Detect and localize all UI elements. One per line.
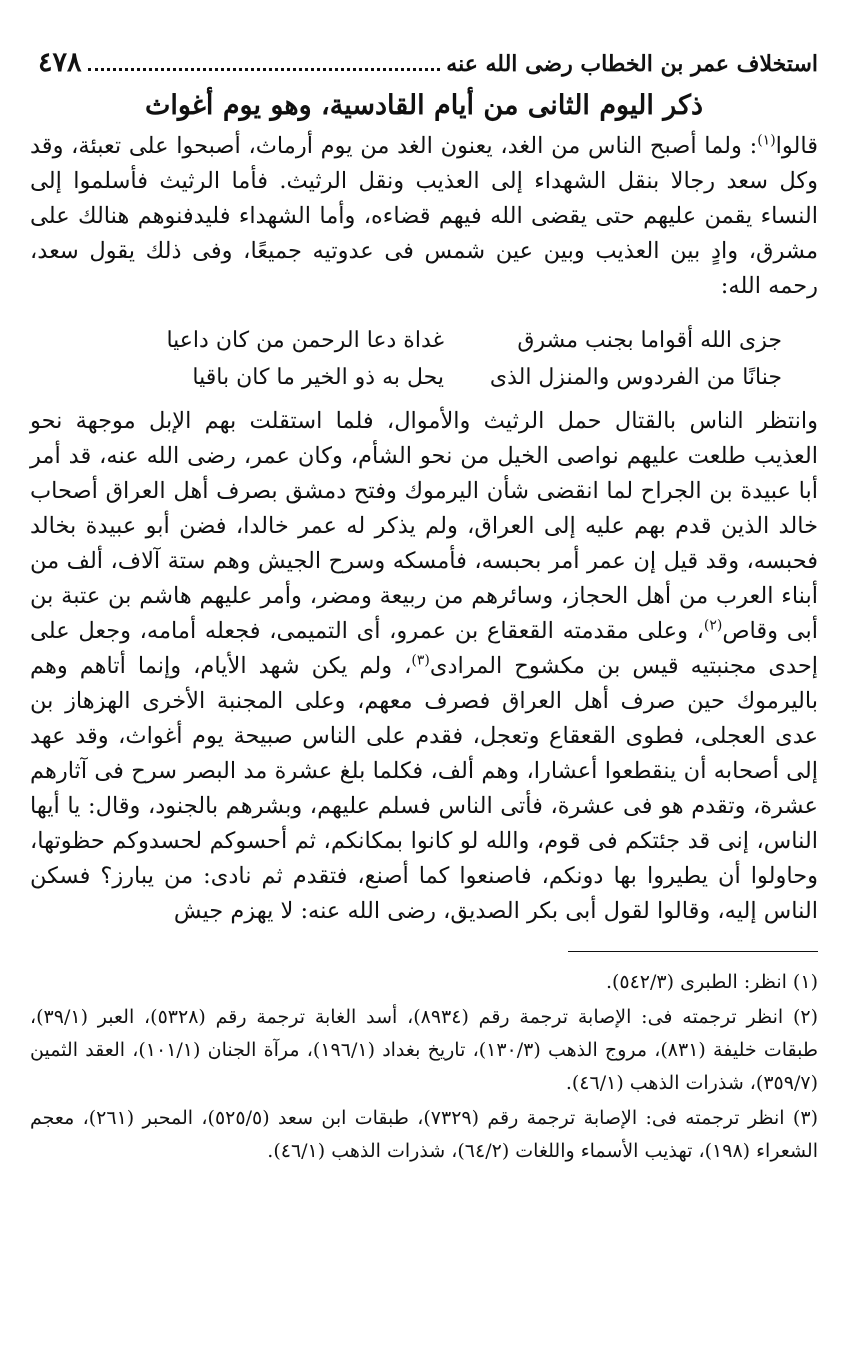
footnote-ref-1: (١) bbox=[757, 132, 776, 149]
page-number: ٤٧٨ bbox=[38, 47, 82, 78]
footnotes bbox=[30, 966, 818, 1168]
poem-hemistich-first: جزى الله أقواما بجنب مشرق bbox=[517, 328, 782, 353]
paragraph-1 bbox=[30, 129, 818, 304]
poem bbox=[30, 322, 818, 396]
poem-verse bbox=[30, 322, 818, 359]
footnote-3: (٣) انظر ترجمته فى: الإصابة ترجمة رقم (٧٣٢٩)، طبقات ابن سعد (٥٢٥/٥)، المحبر (٢٦١)، معجم الشعراء (١٩٨)، تهذيب الأسماء واللغات (٦٤/٢)، شذرات الذهب (٤٦/١). bbox=[30, 1107, 818, 1162]
poem-verse bbox=[30, 359, 818, 396]
poem-hemistich-first: جنانًا من الفردوس والمنزل الذى bbox=[489, 365, 782, 390]
footnote-2: (٢) انظر ترجمته فى: الإصابة ترجمة رقم (٨٩٣٤)، أسد الغابة ترجمة رقم (٥٣٢٨)، العبر (٣٩/١)، طبقات خليفة (٨٣١)، مروج الذهب (١٣٠/٣)، تاريخ بغداد (١٩٦/١)، مرآة الجنان (١٠١/١)، العقد الثمين (٣٥٩/٧)، شذرات الذهب (٤٦/١). bbox=[30, 1006, 818, 1094]
poem-hemistich-second: يحل به ذو الخير ما كان باقيا bbox=[192, 365, 444, 390]
header-dot-leader bbox=[88, 68, 441, 71]
paragraph-2 bbox=[30, 404, 818, 929]
chapter-title: ذكر اليوم الثانى من أيام القادسية، وهو يوم أغواث bbox=[144, 90, 704, 121]
paragraph-2-text-c: ، ولم يكن شهد الأيام، وإنما أتاهم وهم باليرموك حين صرف أهل العراق فصرف معهم، وعلى المجنبة الأخرى الهزهاز بن عدى العجلى، فطوى القعقاع وتعجل، فقدم على الناس صبيحة يوم أغواث، وقد عهد إلى أصحابه أن ينقطعوا أعشارا، وهم ألف، فكلما بلغ عشرة مد البصر سرح فى آثارهم عشرة، وتقدم هو فى عشرة، فأتى الناس فسلم عليهم، وبشرهم بالجنود، وقال: يا أيها الناس، إنى قد جئتكم فى قوم، والله لو كانوا بمكانكم، ثم أحسوكم لحسدوكم حظوتها، وحاولوا أن يطيروا بها دونكم، فاصنعوا كما أصنع، فتقدم ثم نادى: من يبارز؟ فسكن الناس إليه، وقالوا لقول أبى بكر الصديق، رضى الله عنه: لا يهزم جيش bbox=[30, 653, 818, 924]
paragraph-1-text: : ولما أصبح الناس من الغد، يعنون الغد من يوم أرماث، أصبحوا على تعبئة، وقد وكل سعد رجالا بنقل الشهداء إلى العذيب ونقل الرثيث. فأما الرثيث فأسلموا إلى النساء يقمن عليهم حتى يقضى الله فيهم قضاءه، وأما الشهداء فليدفنوهم هنالك على مشرق، وادٍ بين العذيب وبين عين شمس فى عدوتيه جميعًا، وفى ذلك يقول سعد، رحمه الله: bbox=[30, 133, 818, 299]
footnote-separator bbox=[568, 951, 818, 952]
poem-hemistich-second: غداة دعا الرحمن من كان داعيا bbox=[166, 328, 444, 353]
book-page bbox=[30, 46, 818, 1364]
running-title: استخلاف عمر بن الخطاب رضى الله عنه bbox=[446, 51, 818, 77]
footnote-1: (١) انظر: الطبرى (٥٤٢/٣). bbox=[605, 971, 818, 993]
paragraph-1-opening: قالوا bbox=[775, 133, 818, 159]
paragraph-2-text-b: ، وعلى مقدمته القعقاع بن عمرو، أى التميمى، فجعله أمامه، وجعل على إحدى مجنبتيه قيس بن مكشوح المرادى bbox=[30, 618, 819, 679]
running-header bbox=[30, 46, 818, 81]
footnote-ref-2: (٢) bbox=[703, 617, 723, 634]
paragraph-2-text-a: وانتظر الناس بالقتال حمل الرثيث والأموال، فلما استقلت بهم الإبل موجهة نحو العذيب طلعت عليهم نواصى الخيل من نحو الشأم، وكان عمر، رضى الله عنه، قد أمر أبا عبيدة بن الجراح لما انقضى شأن اليرموك وفتح دمشق بصرف أهل العراق أصحاب خالد الذين قدم بهم عليه إلى العراق، ولم يذكر له عمر خالدا، فضن أبو عبيدة بخالد فحبسه، وقد قيل إن عمر أمر بحبسه، فأمسكه وسرح الجيش وهم ستة آلاف، ألف من أبناء العرب من أهل الحجاز، وسائرهم من ربيعة ومضر، وأمر عليهم هاشم بن عتبة بن أبى وقاص bbox=[30, 408, 818, 644]
footnote-ref-3: (٣) bbox=[411, 652, 430, 669]
